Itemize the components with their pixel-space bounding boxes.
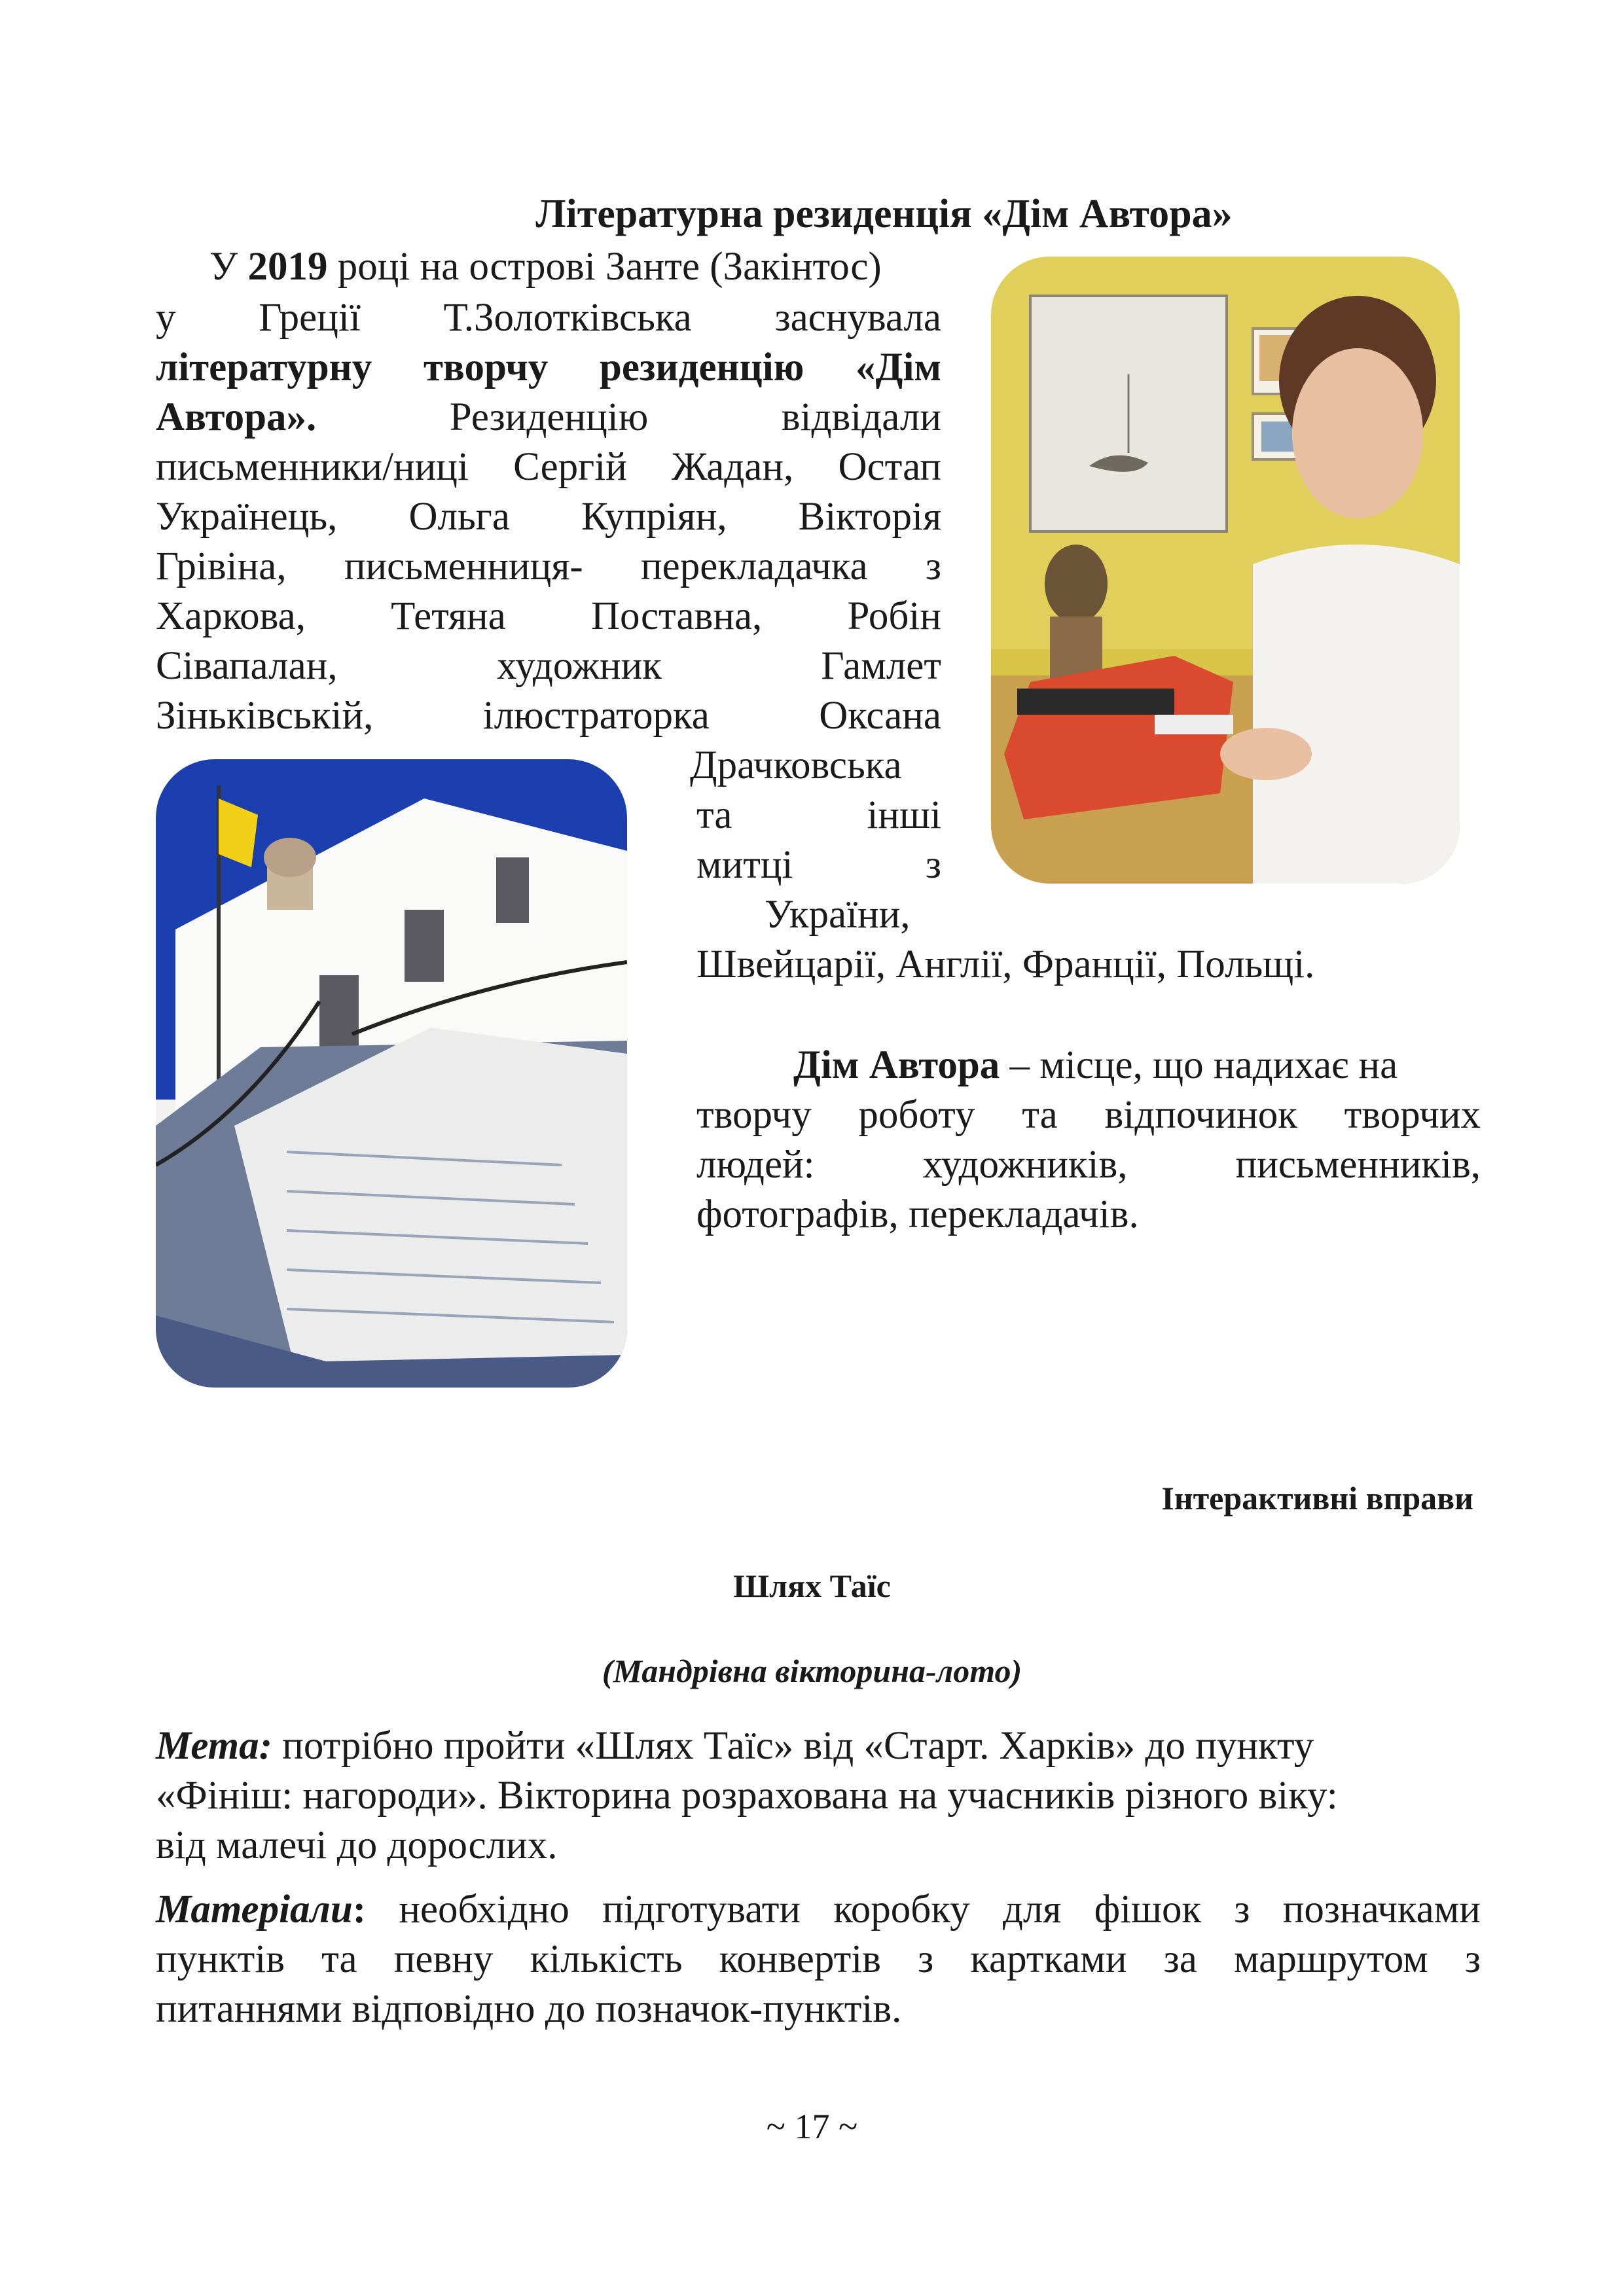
para1-line4: Автора». Резиденцію відвідали bbox=[156, 395, 941, 439]
para1-line2: у Греції Т.Золотківська заснувала bbox=[156, 296, 941, 340]
section2-title: Шлях Таїс bbox=[733, 1568, 891, 1604]
para1-line12: та інші bbox=[696, 793, 941, 837]
para1-line7: Грівіна, письменниця- перекладачка з bbox=[156, 545, 941, 588]
para2-line3: людей: художників, письменників, bbox=[696, 1143, 1481, 1187]
author-photo-illustration bbox=[991, 257, 1460, 884]
materials-line2: пунктів та певну кількість конвертів з картками за маршрутом з bbox=[156, 1937, 1481, 1981]
author-photo bbox=[991, 257, 1460, 884]
para2-line4: фотографів, перекладачів. bbox=[696, 1193, 1139, 1236]
goal-line1: Мета: потрібно пройти «Шлях Таїс» від «Старт. Харків» до пункту bbox=[156, 1724, 1314, 1768]
section2-subtitle: (Мандрівна вікторина-лото) bbox=[602, 1653, 1022, 1689]
para1-line15: Швейцарії, Англії, Франції, Польщі. bbox=[696, 942, 1315, 986]
para1-line5: письменники/ниці Сергій Жадан, Остап bbox=[156, 445, 941, 489]
para1-line8: Харкова, Тетяна Поставна, Робін bbox=[156, 594, 941, 638]
section2-header: Інтерактивні вправи bbox=[1161, 1480, 1473, 1516]
para1-line11: Драчковська bbox=[690, 744, 902, 787]
para2-line2: творчу роботу та відпочинок творчих bbox=[696, 1093, 1481, 1137]
para1-line3: літературну творчу резиденцію «Дім bbox=[156, 346, 941, 389]
para1-line10: Зіньківськiй, ілюстраторка Оксана bbox=[156, 694, 941, 738]
staircase-photo bbox=[156, 759, 627, 1388]
goal-line3: від малечі до дорослих. bbox=[156, 1823, 558, 1867]
page-number: ~ 17 ~ bbox=[766, 2107, 858, 2146]
para1-line14: України, bbox=[765, 893, 911, 937]
para1-line1: У 2019 році на острові Занте (Закінтос) bbox=[209, 245, 882, 289]
para1-line6: Українець, Ольга Купріян, Вікторія bbox=[156, 495, 941, 539]
para1-line9: Сівапалан, художник Гамлет bbox=[156, 644, 941, 688]
staircase-illustration bbox=[156, 759, 627, 1388]
para1-line13: митці з bbox=[696, 843, 941, 887]
materials-line3: питаннями відповідно до позначок-пунктів. bbox=[156, 1987, 902, 2031]
materials-line1: Матеріали: необхідно підготувати коробку для фішок з позначками bbox=[156, 1888, 1481, 1931]
para2-line1: Дім Автора – місце, що надихає на bbox=[793, 1043, 1398, 1087]
goal-line2: «Фініш: нагороди». Вікторина розрахована на учасників різного віку: bbox=[156, 1774, 1338, 1818]
section-title: Літературна резиденція «Дім Автора» bbox=[535, 192, 1233, 236]
